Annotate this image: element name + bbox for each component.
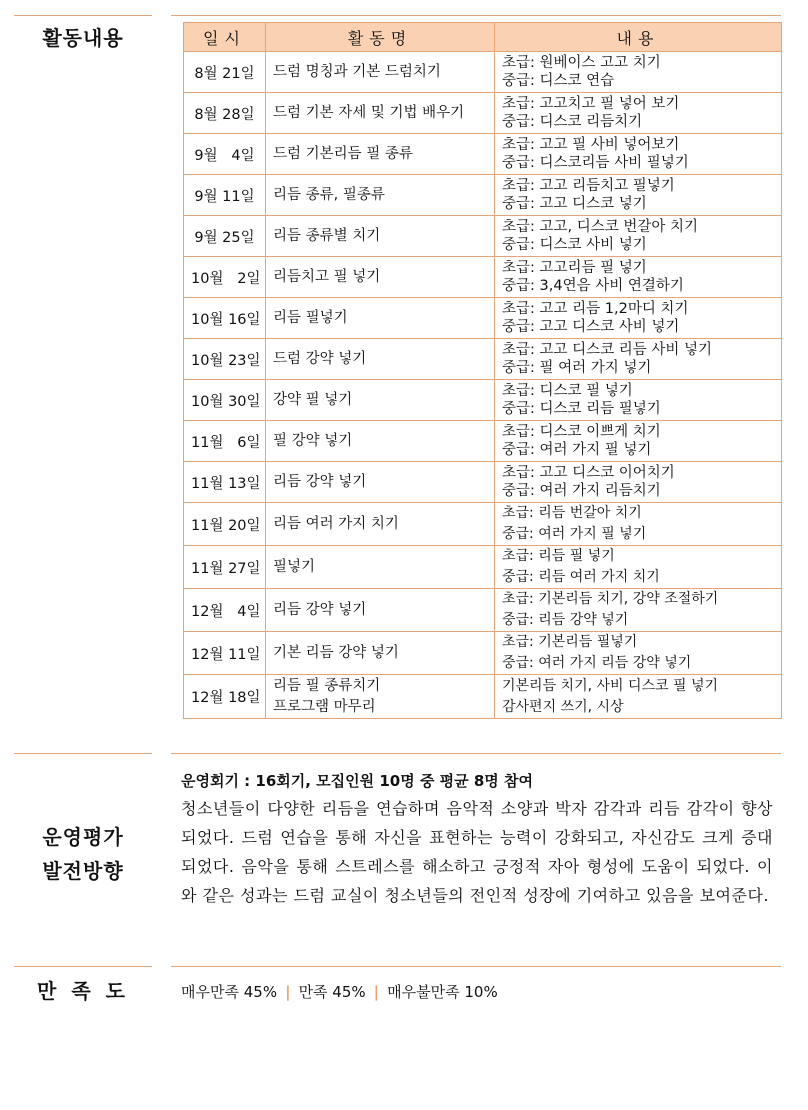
activity-line: 리듬 강약 넣기 <box>273 601 367 618</box>
content-line: 초급: 고고 디스코 이어치기 <box>502 465 675 481</box>
row-activity <box>266 462 495 503</box>
row-date: 10월 23일 <box>184 339 266 380</box>
row-date: 8월 28일 <box>184 93 266 134</box>
content-line: 중급: 여러 가지 리듬 강약 넣기 <box>502 655 692 671</box>
content-line: 중급: 디스코리듬 사비 필넣기 <box>502 155 689 171</box>
table-row <box>184 134 782 175</box>
row-content <box>495 503 782 546</box>
content-line: 초급: 디스코 이쁘게 치기 <box>502 424 661 440</box>
activity-line: 드럼 기본리듬 필 종류 <box>273 145 413 162</box>
row-activity <box>266 52 495 93</box>
content-line: 초급: 고고 리듬치고 필넣기 <box>502 178 675 194</box>
content-line: 중급: 3,4연음 사비 연결하기 <box>502 278 684 294</box>
table-row <box>184 339 782 380</box>
row-date: 9월 4일 <box>184 134 266 175</box>
content-line: 중급: 여러 가지 필 넣기 <box>502 442 652 458</box>
table-row <box>184 257 782 298</box>
table-row <box>184 298 782 339</box>
table-row <box>184 632 782 675</box>
row-date: 9월 25일 <box>184 216 266 257</box>
activity-line: 리듬 여러 가지 치기 <box>273 515 399 532</box>
satisfaction-section-label: 만 족 도 <box>37 979 129 1003</box>
activity-line: 드럼 명칭과 기본 드럼치기 <box>273 63 441 80</box>
activity-line: 프로그램 마무리 <box>273 698 376 715</box>
row-content <box>495 421 782 462</box>
content-line: 중급: 고고 디스코 넣기 <box>502 196 647 212</box>
row-activity <box>266 675 495 719</box>
row-activity <box>266 298 495 339</box>
row-activity <box>266 546 495 589</box>
activity-line: 기본 리듬 강약 넣기 <box>273 644 399 661</box>
row-content <box>495 632 782 675</box>
content-line: 초급: 고고 필 사비 넣어보기 <box>502 137 680 153</box>
content-line: 초급: 리듬 번갈아 치기 <box>502 505 642 521</box>
row-content <box>495 380 782 421</box>
row-content <box>495 298 782 339</box>
activity-schedule-table <box>183 22 782 719</box>
activity-line: 리듬 종류, 필종류 <box>273 186 385 203</box>
content-line: 중급: 여러 가지 리듬치기 <box>502 483 661 499</box>
activity-line: 리듬치고 필 넣기 <box>273 268 381 285</box>
table-row <box>184 52 782 93</box>
row-activity <box>266 134 495 175</box>
content-line: 중급: 필 여러 가지 넣기 <box>502 360 652 376</box>
schedule-body <box>184 52 782 719</box>
activity-line: 리듬 필 종류치기 <box>273 677 381 694</box>
content-line: 감사편지 쓰기, 시상 <box>502 698 624 715</box>
activities-section-label: 활동내용 <box>42 26 124 50</box>
row-content <box>495 93 782 134</box>
row-content <box>495 546 782 589</box>
row-activity <box>266 339 495 380</box>
content-line: 중급: 리듬 강약 넣기 <box>502 612 629 628</box>
content-line: 초급: 고고 디스코 리듬 사비 넣기 <box>502 342 713 358</box>
table-row <box>184 421 782 462</box>
section-divider <box>171 753 781 754</box>
activity-line: 리듬 필넣기 <box>273 309 348 326</box>
content-line: 초급: 기본리듬 필넣기 <box>502 634 638 650</box>
content-line: 초급: 고고, 디스코 번갈아 치기 <box>502 219 699 235</box>
content-line: 중급: 디스코 리듬치기 <box>502 114 643 130</box>
section-divider <box>171 15 781 16</box>
content-line: 초급: 고고 리듬 1,2마디 치기 <box>502 301 689 317</box>
row-date: 12월 18일 <box>184 675 266 719</box>
table-row <box>184 462 782 503</box>
content-line: 중급: 여러 가지 필 넣기 <box>502 526 647 542</box>
row-content <box>495 216 782 257</box>
row-date: 11월 27일 <box>184 546 266 589</box>
row-activity <box>266 589 495 632</box>
row-activity <box>266 216 495 257</box>
activity-line: 필 강약 넣기 <box>273 432 353 449</box>
column-header-date: 일시 <box>184 23 266 52</box>
row-content <box>495 675 782 719</box>
row-date: 11월 6일 <box>184 421 266 462</box>
row-content <box>495 175 782 216</box>
content-line: 중급: 고고 디스코 사비 넣기 <box>502 319 680 335</box>
section-divider <box>14 15 152 16</box>
content-line: 초급: 기본리듬 치기, 강약 조절하기 <box>502 591 719 607</box>
activity-line: 드럼 강약 넣기 <box>273 350 367 367</box>
content-line: 초급: 디스코 필 넣기 <box>502 383 633 399</box>
row-content <box>495 134 782 175</box>
satisfaction-results <box>181 981 498 1002</box>
content-line: 초급: 리듬 필 넣기 <box>502 548 615 564</box>
table-row <box>184 216 782 257</box>
content-line: 기본리듬 치기, 사비 디스코 필 넣기 <box>502 677 719 694</box>
row-activity <box>266 380 495 421</box>
table-row <box>184 546 782 589</box>
table-row <box>184 93 782 134</box>
content-line: 초급: 고고리듬 필 넣기 <box>502 260 647 276</box>
row-date: 10월 16일 <box>184 298 266 339</box>
evaluation-label-line2: 발전방향 <box>42 859 124 883</box>
separator: | <box>285 983 291 1001</box>
separator: | <box>373 983 380 1001</box>
column-header-content: 내용 <box>495 23 782 52</box>
column-header-activity: 활동명 <box>266 23 495 52</box>
row-content <box>495 589 782 632</box>
row-date: 8월 21일 <box>184 52 266 93</box>
row-date: 11월 20일 <box>184 503 266 546</box>
section-divider <box>14 966 152 967</box>
content-line: 초급: 고고치고 필 넣어 보기 <box>502 96 680 112</box>
row-date: 10월 2일 <box>184 257 266 298</box>
content-line: 중급: 디스코 리듬 필넣기 <box>502 401 661 417</box>
evaluation-section-label <box>14 820 152 888</box>
row-activity <box>266 421 495 462</box>
row-date: 12월 4일 <box>184 589 266 632</box>
evaluation-body: 청소년들이 다양한 리듬을 연습하며 음악적 소양과 박자 감각과 리듬 감각이 향상되었다. 드럼 연습을 통해 자신을 표현하는 능력이 강화되고, 자신감도 크게 증대되었다. 음악을 통해 스트레스를 해소하고 긍정적 자아 형성에 도움이 되었다. 이와 같은 성과는 드럼 교실이 청소년들의 전인적 성장에 기여하고 있음을 보여준다. <box>181 799 773 905</box>
activity-line: 드럼 기본 자세 및 기법 배우기 <box>273 104 465 121</box>
content-line: 중급: 디스코 사비 넣기 <box>502 237 647 253</box>
row-content <box>495 339 782 380</box>
table-row <box>184 589 782 632</box>
section-divider <box>14 753 152 754</box>
evaluation-label-line1: 운영평가 <box>42 825 124 849</box>
satisfaction-satisfied: 만족 45% <box>298 983 366 1001</box>
table-row <box>184 675 782 719</box>
row-date: 10월 30일 <box>184 380 266 421</box>
content-line: 중급: 리듬 여러 가지 치기 <box>502 569 660 585</box>
row-date: 11월 13일 <box>184 462 266 503</box>
row-activity <box>266 93 495 134</box>
row-content <box>495 52 782 93</box>
row-content <box>495 462 782 503</box>
activity-line: 리듬 강약 넣기 <box>273 473 367 490</box>
satisfaction-very-dissatisfied: 매우불만족 10% <box>387 983 498 1001</box>
row-activity <box>266 503 495 546</box>
row-activity <box>266 632 495 675</box>
satisfaction-very-satisfied: 매우만족 45% <box>181 983 278 1001</box>
table-row <box>184 503 782 546</box>
table-row <box>184 175 782 216</box>
row-activity <box>266 175 495 216</box>
content-line: 중급: 디스코 연습 <box>502 73 615 89</box>
row-date: 9월 11일 <box>184 175 266 216</box>
row-content <box>495 257 782 298</box>
evaluation-summary: 운영회기 : 16회기, 모집인원 10명 중 평균 8명 참여 <box>181 772 533 790</box>
activity-line: 필넣기 <box>273 558 316 575</box>
activity-line: 리듬 종류별 치기 <box>273 227 381 244</box>
content-line: 초급: 원베이스 고고 치기 <box>502 55 661 71</box>
row-activity <box>266 257 495 298</box>
row-date: 12월 11일 <box>184 632 266 675</box>
table-row <box>184 380 782 421</box>
activity-line: 강약 필 넣기 <box>273 391 353 408</box>
section-divider <box>171 966 781 967</box>
